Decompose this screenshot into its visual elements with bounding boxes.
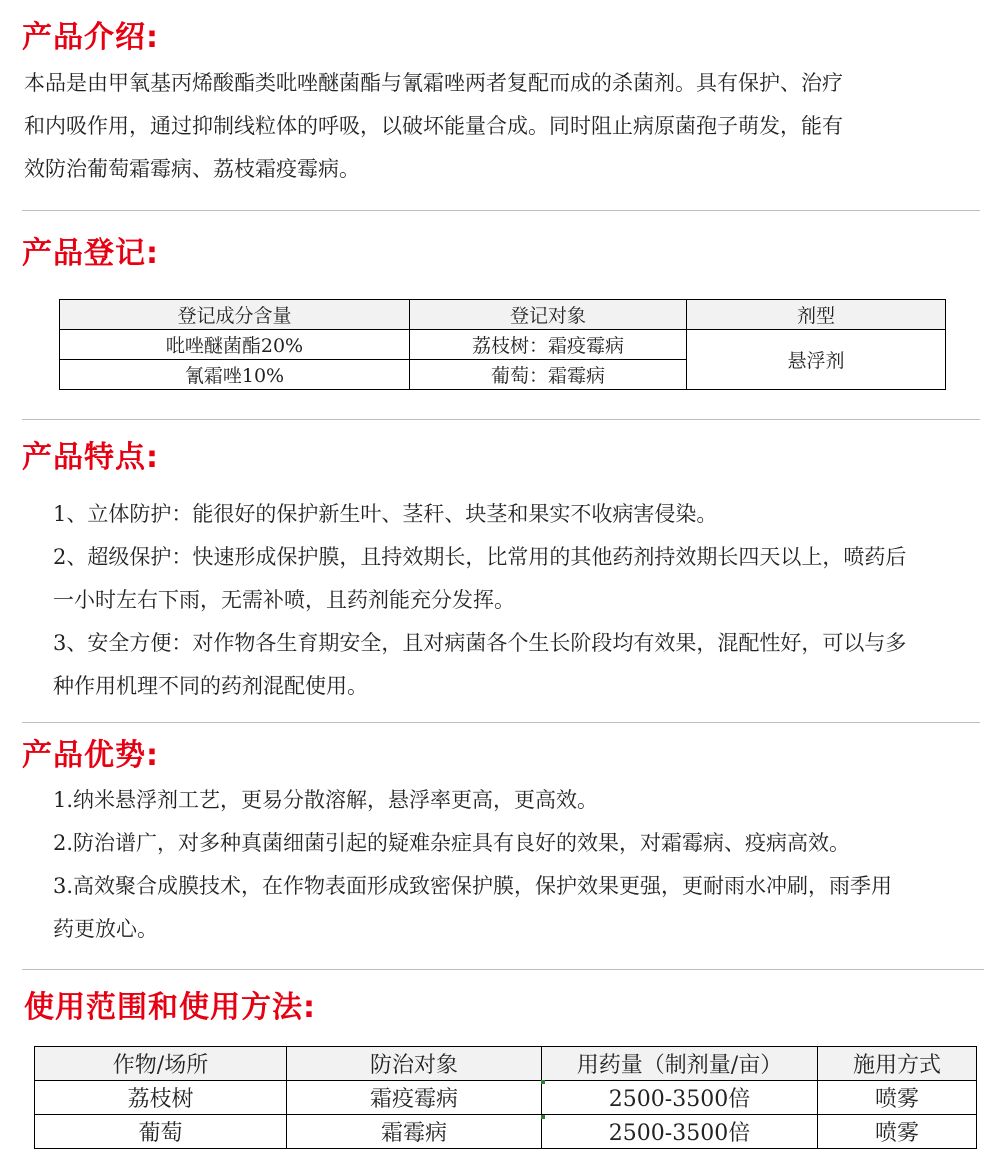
registration-table [59, 299, 946, 390]
table-row [60, 330, 946, 360]
advantage-line: 药更放心。 [53, 917, 158, 941]
features-list [53, 493, 973, 708]
intro-line: 本品是由甲氧基丙烯酸酯类吡唑醚菌酯与氰霜唑两者复配而成的杀菌剂。具有保护、治疗 [24, 71, 843, 95]
usage-heading: 使用范围和使用方法: [24, 990, 316, 1025]
advantages-list [53, 779, 973, 951]
section-divider [22, 969, 984, 970]
target-cell: 荔枝树：霜疫霉病 [410, 330, 687, 360]
usage-table [34, 1046, 977, 1149]
table-header-cell: 用药量（制剂量/亩） [542, 1047, 818, 1081]
method-cell: 喷雾 [818, 1115, 977, 1149]
target-cell: 霜霉病 [287, 1115, 542, 1149]
crop-cell: 葡萄 [35, 1115, 287, 1149]
table-header-cell: 登记对象 [410, 300, 687, 330]
features-heading: 产品特点: [22, 440, 159, 475]
table-header-cell: 剂型 [687, 300, 946, 330]
table-header-row [60, 300, 946, 330]
intro-line: 效防治葡萄霜霉病、荔枝霜疫霉病。 [24, 157, 360, 181]
table-row [35, 1115, 977, 1149]
target-cell: 霜疫霉病 [287, 1081, 542, 1115]
cell-corner-mark [541, 1115, 545, 1119]
feature-line: 一小时左右下雨，无需补喷，且药剂能充分发挥。 [53, 588, 515, 612]
feature-line: 2、超级保护：快速形成保护膜，且持效期长，比常用的其他药剂持效期长四天以上，喷药后 [53, 545, 907, 569]
ingredient-cell: 吡唑醚菌酯20% [60, 330, 410, 360]
dosage-cell: 2500-3500倍 [542, 1115, 818, 1149]
intro-paragraph [24, 62, 984, 191]
advantage-line: 2.防治谱广，对多种真菌细菌引起的疑难杂症具有良好的效果，对霜霉病、疫病高效。 [53, 831, 851, 855]
crop-cell: 荔枝树 [35, 1081, 287, 1115]
table-header-cell: 施用方式 [818, 1047, 977, 1081]
table-row [35, 1081, 977, 1115]
formulation-cell: 悬浮剂 [687, 330, 946, 390]
table-header-cell: 防治对象 [287, 1047, 542, 1081]
method-cell: 喷雾 [818, 1081, 977, 1115]
feature-line: 3、安全方便：对作物各生育期安全，且对病菌各个生长阶段均有效果，混配性好，可以与多 [53, 631, 907, 655]
feature-line: 种作用机理不同的药剂混配使用。 [53, 674, 368, 698]
section-divider [22, 722, 980, 723]
section-divider [22, 210, 980, 211]
cell-corner-mark [541, 1080, 545, 1084]
section-divider [22, 419, 980, 420]
intro-heading: 产品介绍: [22, 20, 159, 55]
table-header-cell: 作物/场所 [35, 1047, 287, 1081]
registration-heading: 产品登记: [22, 236, 159, 271]
advantage-line: 1.纳米悬浮剂工艺，更易分散溶解，悬浮率更高，更高效。 [53, 788, 599, 812]
target-cell: 葡萄：霜霉病 [410, 360, 687, 390]
intro-line: 和内吸作用，通过抑制线粒体的呼吸，以破坏能量合成。同时阻止病原菌孢子萌发，能有 [24, 114, 843, 138]
advantages-heading: 产品优势: [22, 738, 159, 773]
ingredient-cell: 氰霜唑10% [60, 360, 410, 390]
table-header-cell: 登记成分含量 [60, 300, 410, 330]
feature-line: 1、立体防护：能很好的保护新生叶、茎秆、块茎和果实不收病害侵染。 [53, 502, 718, 526]
dosage-cell: 2500-3500倍 [542, 1081, 818, 1115]
advantage-line: 3.高效聚合成膜技术，在作物表面形成致密保护膜，保护效果更强，更耐雨水冲刷，雨季用 [53, 874, 893, 898]
table-header-row [35, 1047, 977, 1081]
